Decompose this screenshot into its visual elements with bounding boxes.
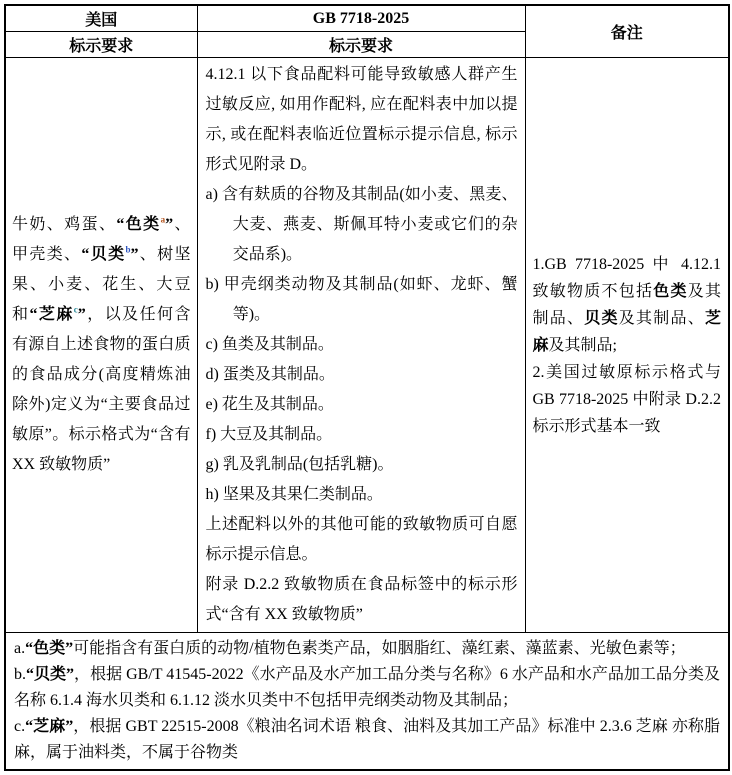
footnote-item	[14, 662, 720, 714]
footnotes-list	[14, 636, 720, 766]
remark-item	[533, 251, 722, 359]
text-segment: “色类	[116, 216, 161, 233]
text-segment: ”	[130, 246, 139, 263]
gb-allergen-list	[206, 180, 518, 510]
gb-allergen-item: c) 鱼类及其制品。	[205, 336, 334, 353]
gb-allergen-item: b) 甲壳纲类动物及其制品(如虾、龙虾、蟹等)。	[205, 276, 518, 323]
footnote-item	[14, 714, 720, 766]
text-segment: ，以及任何含有源自上述食物的蛋白质的食品成分(高度精炼油除外)定义为“主要食品过敏原”。标示格式为“含有XX 致敏物质”	[12, 306, 191, 473]
text-segment: 色类	[653, 282, 688, 300]
us-requirements-cell	[5, 58, 197, 633]
header-us: 美国	[5, 5, 197, 32]
remark-list	[533, 251, 722, 440]
remark-item	[533, 359, 722, 440]
footnotes-cell	[5, 633, 729, 771]
allergen-comparison-table	[4, 4, 730, 771]
text-segment: ，根据 GBT 22515-2008《粮油名词术语 粮食、油料及其加工产品》标准中 2.3.6 芝麻 亦称脂麻，属于油料类，不属于谷物类	[14, 718, 720, 761]
text-segment: 贝类	[584, 309, 619, 327]
header-row-1	[5, 5, 729, 32]
gb-allergen-item: d) 蛋类及其制品。	[205, 366, 335, 383]
text-segment: c.	[14, 718, 26, 735]
text-segment: 牛奶、鸡蛋、	[12, 216, 117, 233]
text-segment: “贝类	[81, 246, 126, 263]
text-segment: 可能指含有蛋白质的动物/植物色素类产品，如胭脂红、藻红素、藻蓝素、光敏色素等；	[73, 640, 686, 657]
text-segment: 2.美国过敏原标示格式与 GB 7718-2025 中附录 D.2.2 标示形式基本一致	[532, 363, 721, 435]
header-remark: 备注	[525, 5, 729, 58]
text-segment: 、树坚果、小麦、花生、大豆和	[12, 246, 191, 323]
text-segment: 及其制品、	[618, 309, 705, 327]
header-gb-subtitle: 标示要求	[197, 32, 525, 58]
text-segment: “色类”	[25, 640, 74, 657]
body-row	[5, 58, 729, 633]
gb-allergen-item: g) 乳及乳制品(包括乳糖)。	[205, 456, 394, 473]
text-segment: “芝麻	[29, 306, 74, 323]
gb-allergen-item: h) 坚果及其果仁类制品。	[205, 486, 383, 503]
text-segment: “贝类”	[26, 666, 75, 683]
remark-cell	[525, 58, 729, 633]
text-segment: a.	[14, 640, 26, 657]
gb-intro-paragraph: 4.12.1 以下食品配料可能导致敏感人群产生过敏反应, 如用作配料, 应在配料表中加以提示, 或在配料表临近位置标示提示信息, 标示形式见附录 D。	[205, 66, 518, 173]
gb-requirements-cell	[197, 58, 525, 633]
text-segment: b.	[14, 666, 26, 683]
gb-allergen-item: e) 花生及其制品。	[205, 396, 334, 413]
gb-allergen-item: f) 大豆及其制品。	[205, 426, 333, 443]
text-segment: 1.GB 7718-2025 中 4.12.1 致敏物质不包括	[532, 255, 721, 300]
superscript-mark: b	[125, 244, 131, 255]
text-segment: 及其制品;	[548, 336, 617, 354]
gb-outro-line: 上述配料以外的其他可能的致敏物质可自愿标示提示信息。	[205, 516, 518, 563]
header-us-subtitle: 标示要求	[5, 32, 197, 58]
text-segment: “芝麻”	[25, 718, 74, 735]
footnote-item	[14, 636, 720, 662]
text-segment: 及其制品、	[532, 282, 721, 327]
gb-outro-paragraphs	[206, 510, 518, 630]
gb-allergen-item: a) 含有麸质的谷物及其制品(如小麦、黑麦、大麦、燕麦、斯佩耳特小麦或它们的杂交品系)。	[205, 186, 518, 263]
header-gb-standard: GB 7718-2025	[197, 5, 525, 32]
text-segment: 、甲壳类、	[12, 216, 191, 263]
text-segment: ”	[77, 306, 86, 323]
superscript-mark: c	[73, 304, 78, 315]
gb-outro-line: 附录 D.2.2 致敏物质在食品标签中的标示形式“含有 XX 致敏物质”	[205, 576, 518, 623]
text-segment: 芝麻	[532, 309, 721, 354]
text-segment: ”	[165, 216, 174, 233]
text-segment: ，根据 GB/T 41545-2022《水产品及水产加工品分类与名称》6 水产品和水产品加工品分类及名称 6.1.4 海水贝类和 6.1.12 淡水贝类中不包括甲壳纲类动物及其制品；	[14, 666, 720, 709]
superscript-mark: a	[160, 214, 166, 225]
footnotes-row	[5, 633, 729, 771]
